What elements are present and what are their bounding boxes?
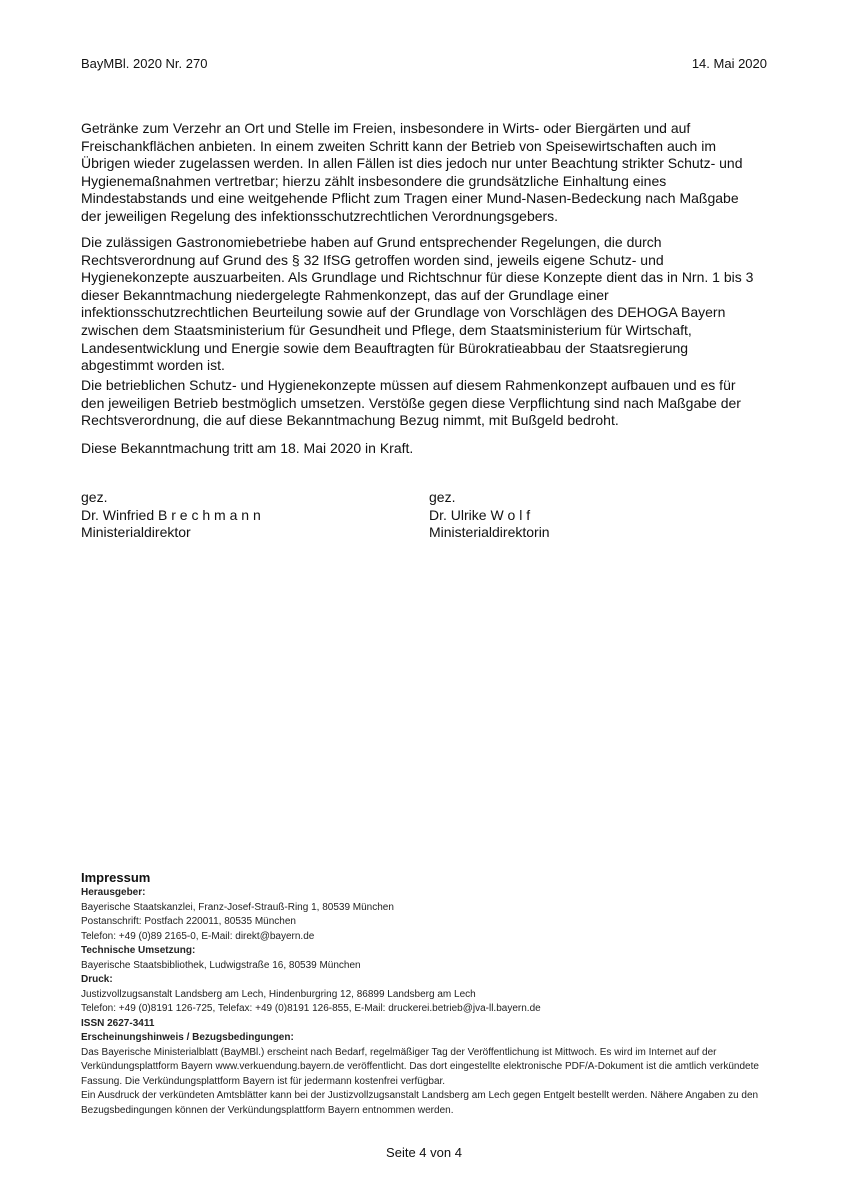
text-line: Diese Bekanntmachung tritt am 18. Mai 2020 in Kraft. [81,440,414,456]
technik-label: Technische Umsetzung: [81,945,196,956]
text-line: abgestimmt worden ist. [81,357,225,374]
text-line: Getränke zum Verzehr an Ort und Stelle im Freien, insbesondere in Wirts- oder Biergärten und auf [81,120,691,136]
text-line: Landesentwicklung und Energie sowie dem Beauftragten für Bürokratieabbau der Staatsregierung [81,339,689,356]
druck-label: Druck: [81,974,113,985]
header-date: 14. Mai 2020 [691,56,767,71]
signature-gez: gez. [429,489,456,505]
impressum-line: Telefon: +49 (0)8191 126-725, Telefax: +49 (0)8191 126-855, E-Mail: druckerei.betrieb@jva-ll.bayern.de [81,1003,541,1014]
text-line: Hygienemaßnahmen vertretbar; hierzu zählt insbesondere die grundsätzliche Einhaltung eines [81,172,667,189]
impressum-line: Bayerische Staatskanzlei, Franz-Josef-Strauß-Ring 1, 80539 München [81,901,394,913]
text-line: der jeweiligen Regelung des infektionsschutzrechtlichen Verordnungsgebers. [81,207,559,224]
paragraph-3 [81,377,741,430]
signature-title: Ministerialdirektor [81,524,191,541]
signature-gez: gez. [81,489,108,505]
impressum-line: Verkündungsplattform Bayern www.verkuendung.bayern.de veröffentlicht. Das dort eingestellte elektronische PDF/A-Dokument ist die amtlich verkündete [81,1061,759,1072]
text-line: Hygienekonzepte auszuarbeiten. Als Grundlage und Richtschnur für diese Konzepte dient das in Nrn. 1 bis 3 [81,269,754,286]
signature-title: Ministerialdirektorin [429,524,550,541]
issn: ISSN 2627-3411 [81,1017,155,1029]
signature-left [81,489,261,542]
text-line: dieser Bekanntmachung niedergelegte Rahmenkonzept, das auf der Grundlage einer [81,286,609,303]
paragraph-2 [81,234,753,375]
text-line: infektionsschutzrechtlichen Beurteilung sowie auf der Grundlage von Vorschlägen des DEHOGA Bayern [81,304,726,321]
text-line: Übrigen wieder zugelassen werden. In allen Fällen ist dies jedoch nur unter Beachtung strikter Schutz- und [81,155,743,172]
herausgeber-label: Herausgeber: [81,887,146,898]
signature-name: Dr. Winfried B r e c h m a n n [81,506,261,523]
impressum [81,869,759,1118]
impressum-line: Justizvollzugsanstalt Landsberg am Lech, Hindenburgring 12, 86899 Landsberg am Lech [81,988,476,1000]
impressum-line: Fassung. Die Verkündungsplattform Bayern ist für jedermann kostenfrei verfügbar. [81,1075,446,1087]
impressum-line: Das Bayerische Ministerialblatt (BayMBl.) erscheint nach Bedarf, regelmäßiger Tag der Veröffentlichung ist Mittwoch. Es wird im Internet auf der [81,1046,717,1058]
text-line: Mindestabstands und eine weitgehende Pflicht zum Tragen einer Mund-Nasen-Bedeckung nach Maßgabe [81,190,739,207]
signature-right [429,489,550,542]
text-line: Rechtsverordnung, die auf diese Bekanntmachung Bezug nimmt, mit Bußgeld bedroht. [81,412,619,429]
text-line: zwischen dem Staatsministerium für Gesundheit und Pflege, dem Staatsministerium für Wirtschaft, [81,321,692,338]
header-publication: BayMBl. 2020 Nr. 270 [81,56,208,71]
paragraph-4 [81,440,413,458]
text-line: Freischankflächen anbieten. In einem zweiten Schritt kann der Betrieb von Speisewirtschaften auch im [81,137,717,154]
text-line: Die zulässigen Gastronomiebetriebe haben auf Grund entsprechender Regelungen, die durch [81,234,662,250]
erscheinung-label: Erscheinungshinweis / Bezugsbedingungen: [81,1032,294,1043]
text-line: den jeweiligen Betrieb bestmöglich umsetzen. Verstöße gegen diese Verpflichtung sind nach Maßgabe der [81,394,741,411]
impressum-line: Postanschrift: Postfach 220011, 80535 München [81,916,296,927]
impressum-line: Telefon: +49 (0)89 2165-0, E-Mail: direkt@bayern.de [81,930,315,942]
paragraph-1 [81,120,742,226]
page-number: Seite 4 von 4 [386,1145,462,1160]
impressum-line: Bayerische Staatsbibliothek, Ludwigstraße 16, 80539 München [81,959,361,971]
text-line: Rechtsverordnung auf Grund des § 32 IfSG getroffen worden sind, jeweils eigene Schutz- und [81,251,664,268]
impressum-title: Impressum [81,870,151,885]
signature-name: Dr. Ulrike W o l f [429,506,531,523]
impressum-line: Ein Ausdruck der verkündeten Amtsblätter kann bei der Justizvollzugsanstalt Landsberg am Lech gegen Entgelt bestellt werden. Nähere Angaben zu den [81,1090,759,1101]
impressum-line: Bezugsbedingungen können der Verkündungsplattform Bayern entnommen werden. [81,1104,454,1116]
text-line: Die betrieblichen Schutz- und Hygienekonzepte müssen auf diesem Rahmenkonzept aufbauen und es für [81,377,736,393]
